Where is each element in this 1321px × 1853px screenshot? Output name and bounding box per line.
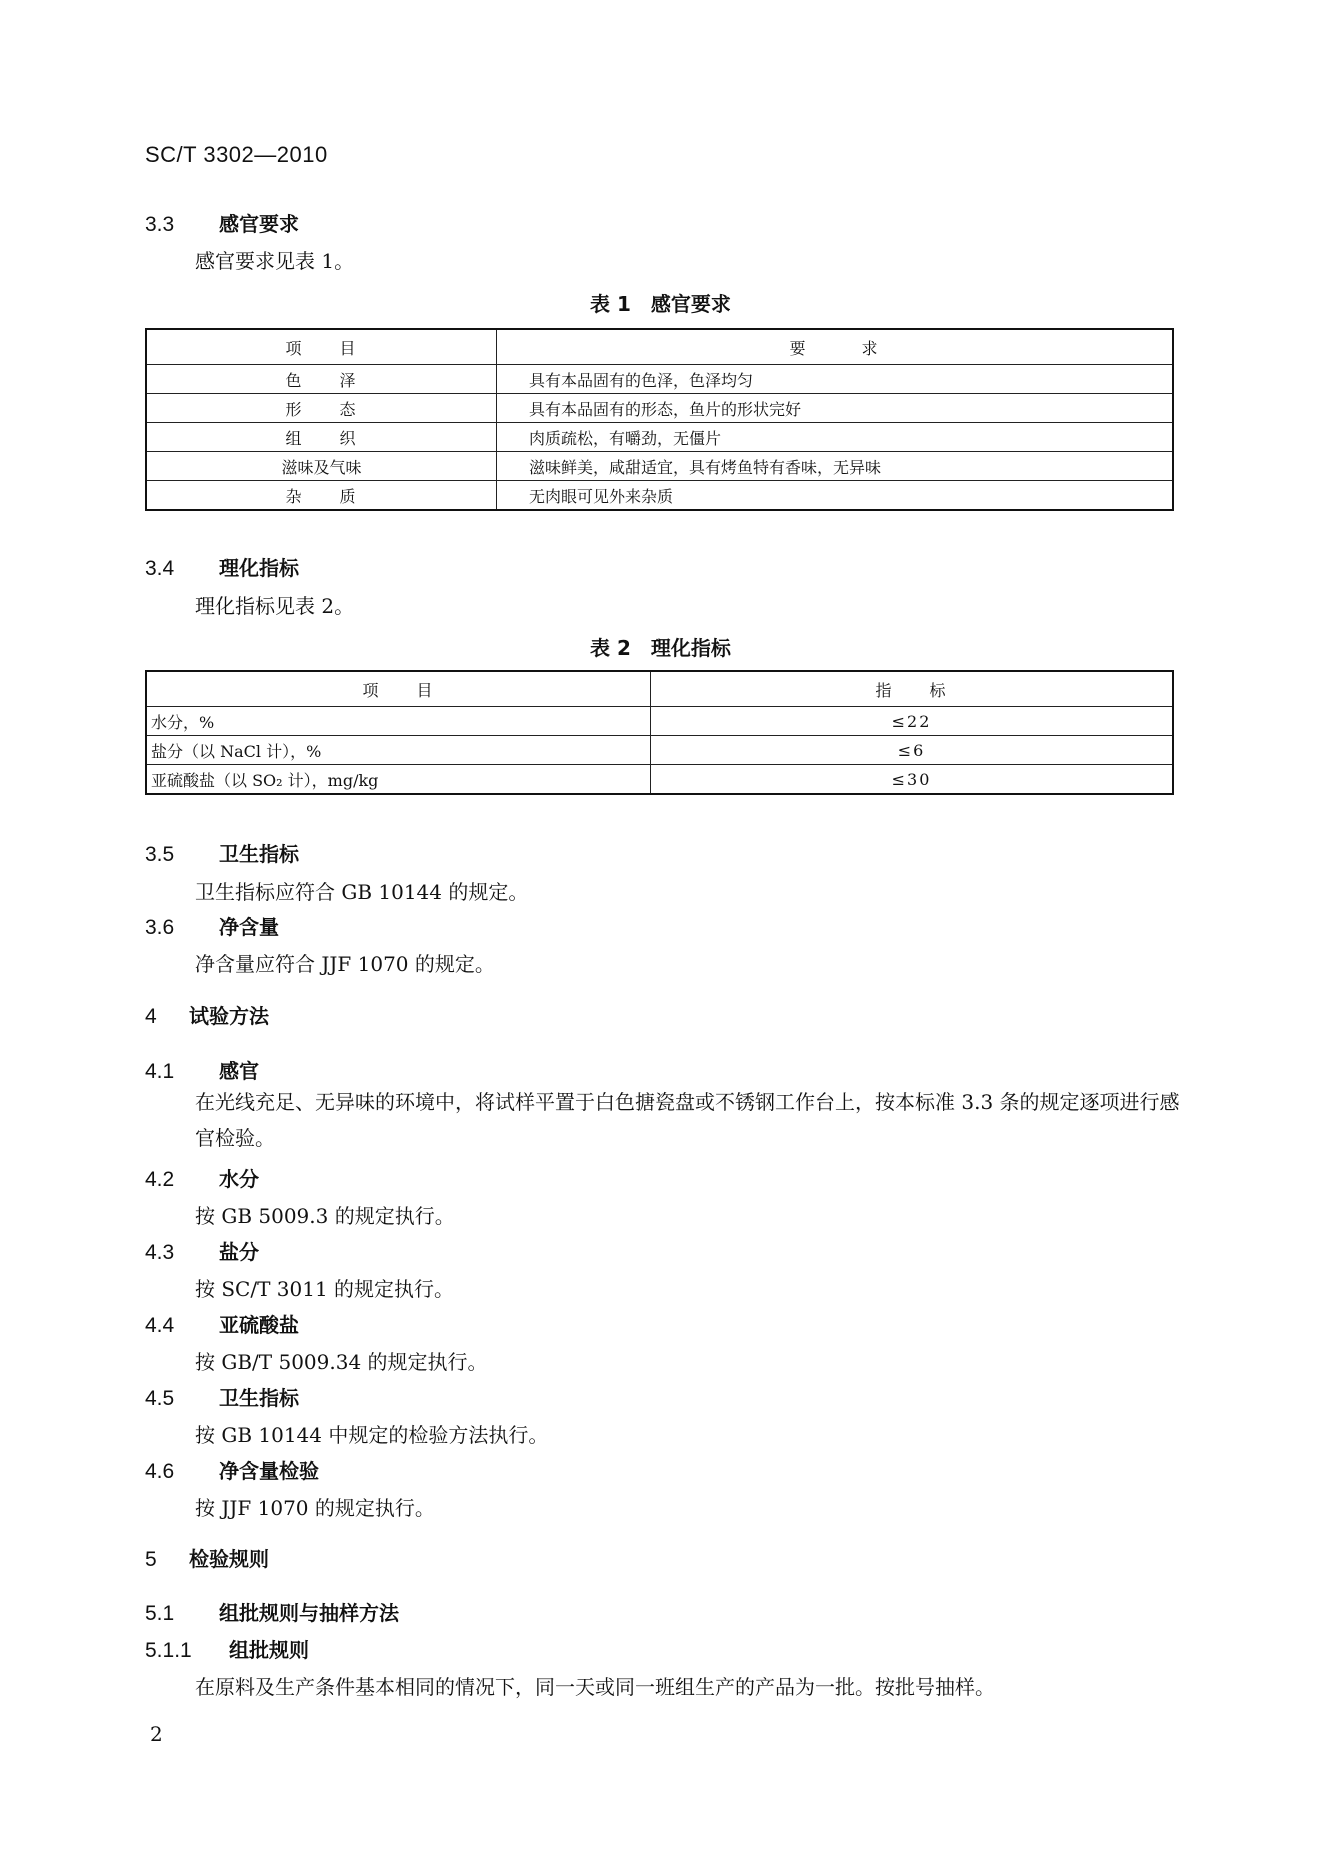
page-number: 2 xyxy=(150,1722,163,1746)
section-4-2-text: 按 GB 5009.3 的规定执行。 xyxy=(195,1204,455,1228)
table1-item: 滋味及气味 xyxy=(146,452,497,481)
table-row xyxy=(146,765,1173,795)
table1-header-row xyxy=(146,329,1173,365)
table1-req: 无肉眼可见外来杂质 xyxy=(497,481,1174,511)
section-number: 4.6 xyxy=(145,1460,175,1483)
table1-header-item: 项 目 xyxy=(146,329,497,365)
section-5-1-1-text: 在原料及生产条件基本相同的情况下，同一天或同一班组生产的产品为一批。按批号抽样。 xyxy=(195,1675,995,1699)
table1-req: 肉质疏松，有嚼劲，无僵片 xyxy=(497,423,1174,452)
section-4-6-heading xyxy=(145,1455,319,1484)
section-title: 盐分 xyxy=(219,1240,259,1264)
section-title: 感官 xyxy=(219,1059,259,1083)
section-4-3-heading xyxy=(145,1236,259,1265)
section-5-1-1-heading xyxy=(145,1634,309,1663)
section-title: 卫生指标 xyxy=(219,842,299,866)
table1-req: 滋味鲜美，咸甜适宜，具有烤鱼特有香味，无异味 xyxy=(497,452,1174,481)
table1-item: 色 泽 xyxy=(146,365,497,394)
section-4-1-text: 在光线充足、无异味的环境中，将试样平置于白色搪瓷盘或不锈钢工作台上，按本标准 3.3 条的规定逐项进行感官检验。 xyxy=(195,1090,1180,1150)
section-title: 净含量检验 xyxy=(219,1459,319,1483)
section-4-4-text: 按 GB/T 5009.34 的规定执行。 xyxy=(195,1350,488,1374)
section-3-4-heading xyxy=(145,552,299,581)
section-title: 卫生指标 xyxy=(219,1386,299,1410)
section-title: 组批规则 xyxy=(229,1638,309,1662)
section-title: 亚硫酸盐 xyxy=(219,1313,299,1337)
section-number: 4.1 xyxy=(145,1060,175,1083)
section-number: 5.1 xyxy=(145,1602,175,1625)
section-4-5-heading xyxy=(145,1382,299,1411)
section-number: 4.5 xyxy=(145,1387,175,1410)
table1-req: 具有本品固有的形态，鱼片的形状完好 xyxy=(497,394,1174,423)
table2-header-row xyxy=(146,671,1173,707)
table2-caption: 表 2 理化指标 xyxy=(590,636,731,660)
section-title: 试验方法 xyxy=(189,1004,269,1028)
section-number: 4.2 xyxy=(145,1168,175,1191)
table-row xyxy=(146,707,1173,736)
table2-value: ≤30 xyxy=(651,765,1174,795)
section-4-heading xyxy=(145,1000,269,1029)
section-5-heading xyxy=(145,1543,269,1572)
section-3-6-heading xyxy=(145,911,279,940)
document-code: SC/T 3302—2010 xyxy=(145,142,328,167)
table-row xyxy=(146,423,1173,452)
table2-value: ≤6 xyxy=(651,736,1174,765)
section-title: 组批规则与抽样方法 xyxy=(219,1601,399,1625)
table2-value: ≤22 xyxy=(651,707,1174,736)
section-title: 净含量 xyxy=(219,915,279,939)
section-3-6-text: 净含量应符合 JJF 1070 的规定。 xyxy=(195,952,495,976)
table1-item: 杂 质 xyxy=(146,481,497,511)
table-row xyxy=(146,481,1173,511)
table2-header-value: 指 标 xyxy=(651,671,1174,707)
table2 xyxy=(145,670,1174,795)
section-3-5-text: 卫生指标应符合 GB 10144 的规定。 xyxy=(195,880,529,904)
table1-item: 组 织 xyxy=(146,423,497,452)
section-number: 3.6 xyxy=(145,916,175,939)
table-row xyxy=(146,736,1173,765)
section-5-1-heading xyxy=(145,1597,399,1626)
section-title: 检验规则 xyxy=(189,1547,269,1571)
section-number: 4 xyxy=(145,1005,157,1028)
section-3-3-text: 感官要求见表 1。 xyxy=(195,249,355,273)
table-row xyxy=(146,452,1173,481)
table2-item: 水分，% xyxy=(146,707,651,736)
section-4-5-text: 按 GB 10144 中规定的检验方法执行。 xyxy=(195,1423,549,1447)
table2-header-item: 项 目 xyxy=(146,671,651,707)
table1-item: 形 态 xyxy=(146,394,497,423)
section-4-4-heading xyxy=(145,1309,299,1338)
table-row xyxy=(146,394,1173,423)
section-3-3-heading xyxy=(145,208,299,237)
section-number: 5 xyxy=(145,1548,157,1571)
section-4-1-heading xyxy=(145,1055,259,1084)
section-4-3-text: 按 SC/T 3011 的规定执行。 xyxy=(195,1277,455,1301)
table-row xyxy=(146,365,1173,394)
section-3-4-text: 理化指标见表 2。 xyxy=(195,594,355,618)
section-title: 水分 xyxy=(219,1167,259,1191)
table1 xyxy=(145,328,1174,511)
table1-caption: 表 1 感官要求 xyxy=(590,292,731,316)
section-number: 4.4 xyxy=(145,1314,175,1337)
section-title: 理化指标 xyxy=(219,556,299,580)
section-number: 3.5 xyxy=(145,843,175,866)
table1-req: 具有本品固有的色泽，色泽均匀 xyxy=(497,365,1174,394)
table2-item: 盐分（以 NaCl 计），% xyxy=(146,736,651,765)
table1-header-req: 要 求 xyxy=(497,329,1174,365)
section-4-6-text: 按 JJF 1070 的规定执行。 xyxy=(195,1496,435,1520)
section-number: 5.1.1 xyxy=(145,1639,192,1662)
section-number: 4.3 xyxy=(145,1241,175,1264)
section-number: 3.3 xyxy=(145,213,175,236)
section-3-5-heading xyxy=(145,838,299,867)
table2-item: 亚硫酸盐（以 SO₂ 计），mg/kg xyxy=(146,765,651,795)
section-number: 3.4 xyxy=(145,557,175,580)
section-4-2-heading xyxy=(145,1163,259,1192)
section-title: 感官要求 xyxy=(219,212,299,236)
